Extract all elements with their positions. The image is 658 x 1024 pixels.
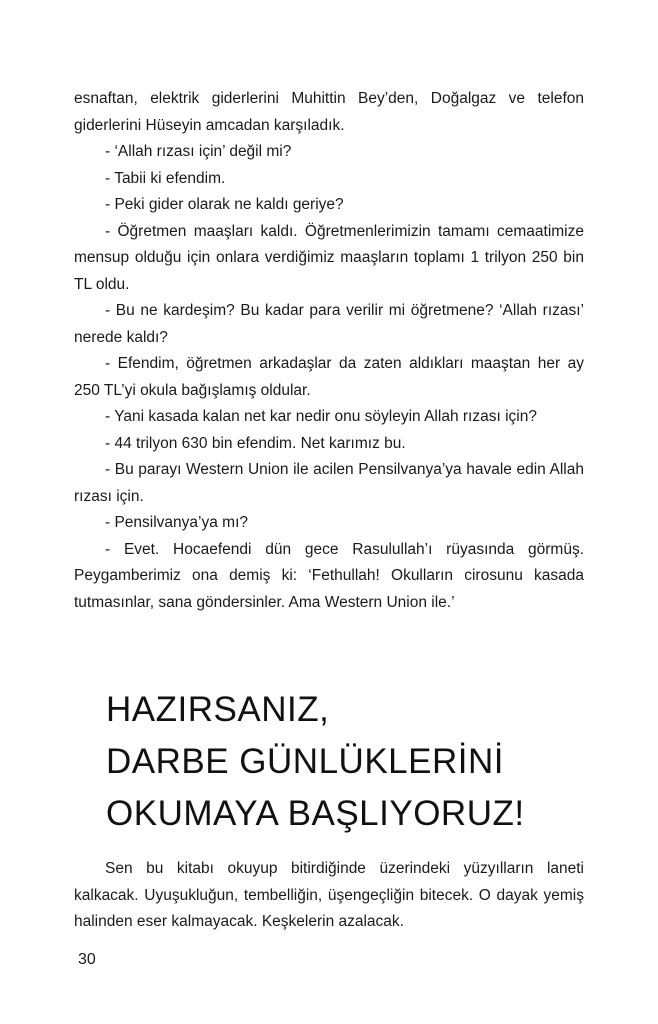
chapter-heading xyxy=(106,684,626,840)
paragraph: - Pensilvanya’ya mı? xyxy=(105,514,249,531)
paragraph: - Öğretmen maaşları kaldı. Öğretmenlerimizin tamamı cemaatimize mensup olduğu için onlara verdiğimiz maaşların toplamı 1 trilyon 250 bin TL oldu. xyxy=(74,222,584,293)
paragraph: - Bu parayı Western Union ile acilen Pensilvanya’ya havale edin Allah rızası için. xyxy=(74,461,584,505)
paragraph: - Yani kasada kalan net kar nedir onu söyleyin Allah rızası için? xyxy=(105,408,537,425)
intro-text xyxy=(74,856,584,936)
paragraph: - Evet. Hocaefendi dün gece Rasulullah’ı rüyasında görmüş. Peygamberimiz ona demiş ki: ‘Fethullah! Okulların cirosunu kasada tutmasınlar, sana göndersinler. Ama Western Union ile.’ xyxy=(74,540,584,611)
paragraph: - Efendim, öğretmen arkadaşlar da zaten aldıkları maaştan her ay 250 TL’yi okula bağışlamış oldular. xyxy=(74,355,584,399)
paragraph: - ‘Allah rızası için’ değil mi? xyxy=(105,143,292,160)
intro-paragraph: Sen bu kitabı okuyup bitirdiğinde üzerindeki yüzyılların laneti kalkacak. Uyuşukluğun, tembelliğin, üşengeçliğin bitecek. O dayak yemiş halinden eser kalmayacak. Keşkelerin azalacak. xyxy=(74,860,584,930)
paragraph: - Bu ne kardeşim? Bu kadar para verilir mi öğretmene? ‘Allah rızası’ nerede kaldı? xyxy=(74,302,584,346)
dialogue-text xyxy=(74,86,584,616)
paragraph: - Tabii ki efendim. xyxy=(105,169,226,187)
paragraph: - 44 trilyon 630 bin efendim. Net karımız bu. xyxy=(105,434,406,452)
paragraph: - Peki gider olarak ne kaldı geriye? xyxy=(105,196,344,213)
heading-line-3: OKUMAYA BAŞLIYORUZ! xyxy=(106,794,525,833)
page-number: 30 xyxy=(78,951,96,968)
heading-line-2: DARBE GÜNLÜKLERİNİ xyxy=(106,742,504,781)
heading-line-1: HAZIRSANIZ, xyxy=(106,690,330,729)
paragraph: esnaftan, elektrik giderlerini Muhittin Bey’den, Doğalgaz ve telefon giderlerini Hüseyin amcadan karşıladık. xyxy=(74,90,584,134)
